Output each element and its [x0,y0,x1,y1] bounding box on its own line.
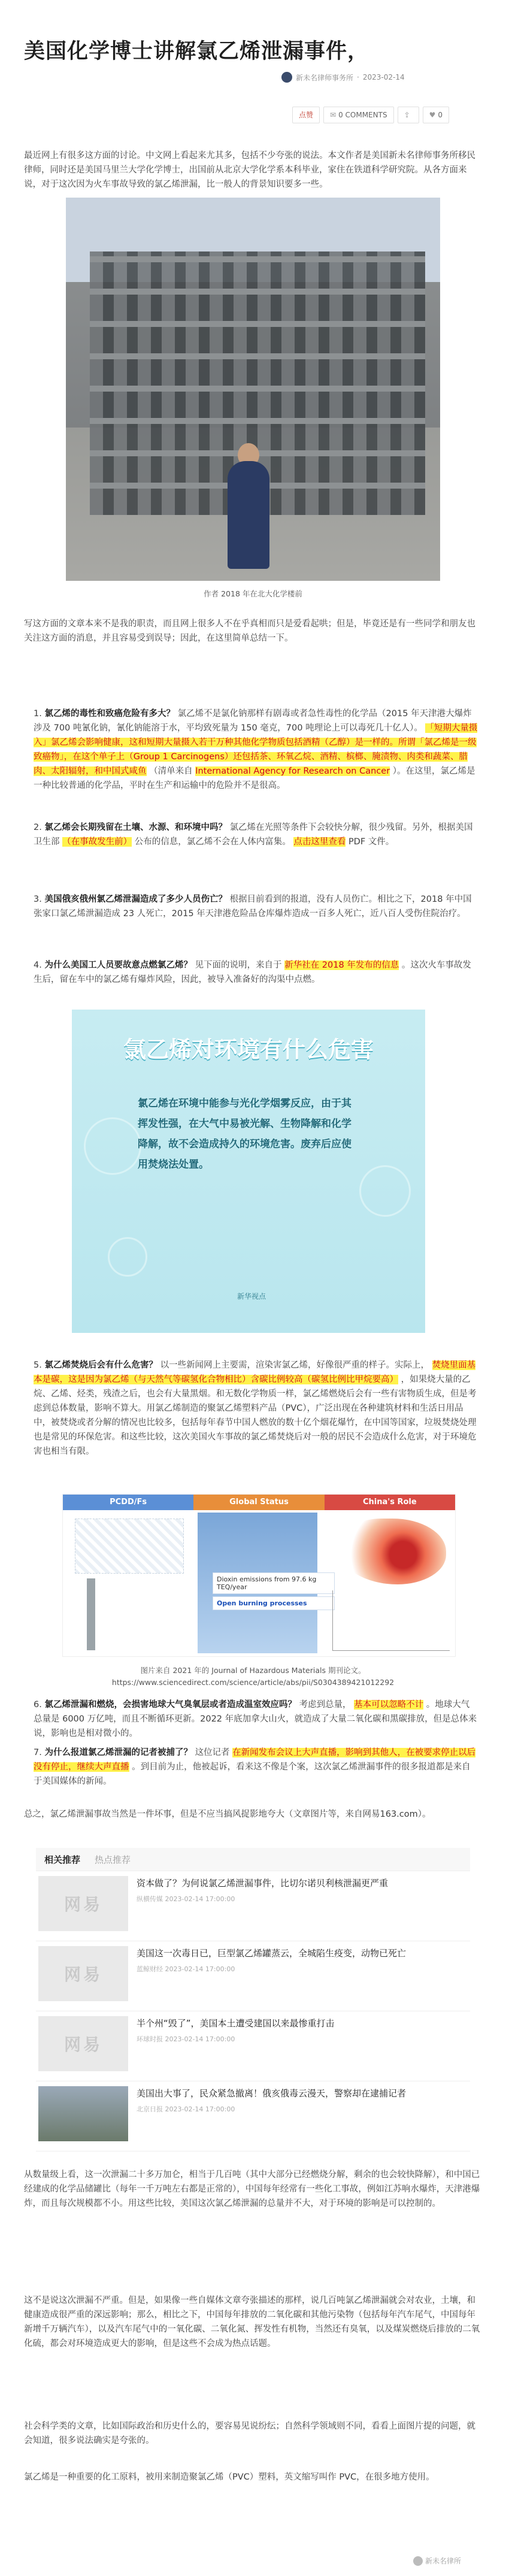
q4-question: 为什么美国工人员要故意点燃氯乙烯？ [44,960,192,970]
pdf-link[interactable]: 点击这里查看 [293,837,346,847]
q5-text-a: 以一些新闻网上主要需，渲染害氯乙烯，好像很严重的样子。实际上， [160,1360,430,1370]
info-poster [72,1010,425,1333]
q1-number: 1. [34,709,42,719]
q7-highlight: 在新闻发布会议上大声直播，影响到其他人，在被要求停止以后没有停止，继续大声直播 [34,1748,476,1772]
q3-number: 3. [34,895,42,904]
chimney-image [87,1578,95,1650]
q1-text-b: （清单来自 [149,766,193,776]
author-photo [66,198,440,581]
article-meta [281,72,497,83]
q4-text-a: 见下面的说明，来自于 [195,960,282,970]
related-item[interactable] [36,2011,470,2081]
poster-title: 氯乙烯对环境有什么危害 [123,1037,374,1063]
q5-text-b: ，如果烧大量的乙烷、乙烯、烃类，残渣之后，也会有大量黑烟。和无数化学物质一样，氯乙烯燃烧后会有一些有害物质生成，但是考虑到总体数量，影响不算大。用氯乙烯制造的聚氯乙烯塑料产品（PVC），广泛出现在各种建筑材料和生活日用品中，被焚烧或者分解的情况也比较多，包括每年春节中国人燃放的数十亿个烟花爆竹，在中国等国家，垃圾焚烧处理也是常见的环保危害。和这些比较，这次美国火车事故的氯乙烯焚烧后对一般的居民不会造成什么危害，对于环境危害也相当有限。 [34,1375,477,1456]
intro-paragraph: 最近网上有很多这方面的讨论。中文网上看起来尤其多，包括不少夸张的说法。本文作者是美国新未名律师事务所移民律师，同时还是美国马里兰大学化学博士，出国前从北京大学化学系本科毕业，家住在铁道科学研究院。从各方面来说，对于这次因为火车事故导致的氯乙烯泄漏，比一般人的背景知识要多一些。 [24,151,475,189]
related-thumbnail[interactable]: 网易 [38,1946,128,2001]
share-icon: ⇪ [404,111,410,119]
graphic-header-china: China's Role [325,1495,455,1510]
tab-hot[interactable]: 热点推荐 [95,1854,131,1865]
q3-text: 根据目前看到的报道，没有人员伤亡。相比之下，2018 年中国张家口氯乙烯泄漏造成 23 人死亡，2015 年天津港危险品仓库爆炸造成一百多人死亡，近八百人受伤住院治疗。 [34,895,472,919]
related-meta: 北京日报 2023-02-14 17:00:00 [137,2105,235,2113]
q4-text-b: 。这次火车事故发生后，留在车中的氯乙烯有爆炸风险，因此，被导入准备好的沟渠中点燃。 [34,960,471,984]
q7-text-a: 这位记者 [195,1748,230,1757]
q6-question: 氯乙烯泄漏和燃烧，会损害地球大气臭氧层或者造成温室效应吗？ [44,1700,296,1710]
related-title[interactable]: 资本做了？为何说氯乙烯泄漏事件，比切尔诺贝利核泄漏更严重 [137,1878,389,1889]
question-1 [34,707,478,793]
related-title[interactable]: 半个州“毁了”，美国本土遭受建国以来最惨重打击 [137,2018,335,2029]
q5-highlight: 焚烧里面基本是碳，这是因为氯乙烯（与天然气等碳氢化合物相比）含碳比例较高（碳氢比例比甲烷要高） [34,1360,476,1384]
question-5 [34,1358,478,1459]
summary-paragraph: 总之，氯乙烯泄漏事故当然是一件坏事，但是不应当搞风捉影地夸大（文章图片等，来自网易163.com）。 [24,1810,431,1819]
q2-text-a: 氯乙烯在光照等条件下会较快分解，很少残留。另外，根据美国卫生部 [34,823,473,847]
body-paragraph: 这不是说这次泄漏不严重。但是，如果像一些自媒体文章夸张描述的那样，说几百吨氯乙烯泄漏就会对农业，土壤，和健康造成很严重的深远影响；那么，相比之下，中国每年排放的二氧化碳和其他污染物（包括每年汽车尾气，中国每年新增千万辆汽车），以及汽车尾气中的一氧化碳、二氧化氮、挥发性有机物，当然还有臭氧，以及煤炭燃烧后排放的二氧化硫，都会对环境造成更大的影响，但是这些不会成为热点话题。 [24,2296,480,2348]
q1-question: 氯乙烯的毒性和致癌危险有多大？ [44,709,175,719]
q6-number: 6. [34,1700,42,1710]
related-section [36,1848,470,2151]
trend-chart [332,1590,450,1651]
photo-caption: 作者 2018 年在北大化学楼前 [204,589,302,598]
related-meta: 蓝鲸财经 2023-02-14 17:00:00 [137,1965,235,1973]
publish-date: 2023-02-14 [362,73,405,81]
related-thumbnail-image[interactable] [38,2086,128,2141]
poster-bulb-icon [359,1165,411,1217]
dioxin-emissions-box: Dioxin emissions from 97.6 kg TEQ/year [213,1572,335,1594]
body-paragraph: 社会科学类的文章，比如国际政治和历史什么的，要容易见说纷纭；自然科学领域则不同，看看上面图片提的问题，就会知道，很多说法确实是夸张的。 [24,2422,475,2445]
q5-question: 氯乙烯焚烧后会有什么危害？ [44,1360,157,1370]
china-map [338,1519,446,1584]
related-meta: 纵横传媒 2023-02-14 17:00:00 [137,1895,235,1903]
poster-bulb-icon [108,1237,147,1277]
q6-highlight: 基本可以忽略不计 [354,1700,424,1710]
related-title[interactable]: 美国出大事了，民众紧急撤离！俄亥俄毒云漫天，警察却在逮捕记者 [137,2088,407,2099]
share-button[interactable] [398,107,419,123]
graphic-header-global: Global Status [193,1495,324,1510]
q4-number: 4. [34,960,42,970]
related-meta: 环球时报 2023-02-14 17:00:00 [137,2035,235,2043]
open-burning-box: Open burning processes [213,1596,335,1610]
q1-text-a: 氯乙烯不是氯化钠那样有剧毒或者急性毒性的化学品（2015 年天津港大爆炸涉及 700 吨氰化钠，氰化钠能溶于水，平均致死量为 150 毫克，700 吨理论上可以毒死几十亿人）。 [34,709,472,733]
question-6 [34,1698,478,1741]
thumb-icon: ♥ [429,111,436,119]
q6-text-a: 考虑到总量， [299,1700,352,1710]
like-button[interactable]: 点赞 [292,107,320,123]
related-item[interactable] [36,1871,470,1941]
related-title[interactable]: 美国这一次毒日已，巨型氯乙烯罐蒸云，全城陷生疫变，动物已死亡 [137,1948,407,1959]
q2-text-c: PDF 文件。 [348,837,395,847]
q2-before-accident: （在事故发生前） [62,837,132,847]
q3-question: 美国俄亥俄州氯乙烯泄漏造成了多少人员伤亡？ [44,895,227,904]
q5-number: 5. [34,1360,42,1370]
poster-bulb-icon [84,1117,141,1175]
q7-number: 7. [34,1748,42,1757]
related-item[interactable] [36,1941,470,2011]
poster-body: 氯乙烯在环境中能参与光化学烟雾反应，由于其挥发性强，在大气中易被光解、生物降解和化学降解，故不会造成持久的环境危害。废弃后应使用焚烧法处置。 [138,1098,352,1171]
related-thumbnail[interactable]: 网易 [38,1876,128,1931]
q7-question: 为什么报道氯乙烯泄漏的记者被捕了？ [44,1748,192,1757]
comments-button[interactable]: ✉ 0 COMMENTS [323,107,394,123]
graphic-header [63,1495,455,1510]
meta-separator: · [357,73,359,81]
q1-text-c: ）。在这里，氯乙烯是一种比较普通的化学品，平时在生产和运输中的危险并不是很高。 [34,766,475,790]
q2-text-b: 公布的信息，氯乙烯不会在人体内富集。 [134,837,291,847]
poster-logo: 新华视点 [237,1292,266,1301]
question-3 [34,892,478,921]
research-graphic [62,1494,456,1657]
q2-number: 2. [34,823,42,832]
comment-icon: ✉ [330,111,337,119]
q2-question: 氯乙烯会长期残留在土壤、水源、和环境中吗？ [44,823,227,832]
photo-person [228,461,269,569]
watermark [413,2556,461,2566]
molecule-structures [75,1519,184,1574]
vote-button[interactable]: ♥ 0 [423,107,449,123]
iarc-link[interactable]: International Agency for Research on Cancer [195,766,390,776]
body-paragraph: 氯乙烯是一种重要的化工原料，被用来制造聚氯乙烯（PVC）塑料，英文缩写叫作 PVC，在很多地方使用。 [24,2472,435,2482]
question-2 [34,820,478,849]
tab-related[interactable]: 相关推荐 [44,1854,81,1865]
xinhua-link[interactable]: 新华社在 2018 年发布的信息 [284,960,399,970]
q6-text-b: 。地球大气总量是 6000 万亿吨，而且不断循环更新。2022 年底加拿大山火，就造成了大量二氧化碳和黑碳排放，但是总体来说，影响也是相对微小的。 [34,1700,477,1738]
question-4 [34,958,478,987]
graphic-header-pcdd: PCDD/Fs [63,1495,193,1510]
related-item[interactable] [36,2081,470,2151]
wechat-icon [413,2556,423,2566]
related-tabs [36,1848,470,1871]
body-paragraph: 从数量级上看，这一次泄漏二十多万加仑，相当于几百吨（其中大部分已经燃烧分解，剩余的也会较快降解），和中国已经建成的化学品储罐比（每年一千万吨左右都是正常的），中国每年经常有一些化工事故，例如江苏响水爆炸，天津港爆炸，而且每次规模都不小。用这些比较，美国这次氯乙烯泄漏的总量并不大，对于环境的影响是可以控制的。 [24,2170,480,2208]
article-actions [292,107,484,123]
author-name[interactable]: 新未名律师事务所 [296,73,354,82]
q7-text-b: 。到目前为止，他被起诉，看来这不像是个案，这次氯乙烯泄漏事件的很多报道都是来自于美国媒体的新闻。 [34,1762,471,1786]
article-title: 美国化学博士讲解氯乙烯泄漏事件， [24,40,369,63]
question-7 [34,1745,478,1789]
graphic-caption: 图片来自 2021 年的 Journal of Hazardous Materials 期刊论文。https://www.sciencedirect.com/science/article/abs/pii/S0304389421012292 [111,1666,395,1687]
q1-highlight: 「短期大量摄入」氯乙烯会影响健康，这和短期大量摄入若干万种其他化学物质包括酒精（乙醇）是一样的。所谓「氯乙烯是一级致癌物」，在这个单子上（Group 1 Carcinogens）还包括茶、环氧乙烷、酒精、槟榔、腌渍物、肉类和蔬菜、腊肉、太阳辐射，和中国式咸鱼 [34,723,478,776]
watermark-text: 新未名律所 [425,2557,462,2565]
related-thumbnail[interactable]: 网易 [38,2016,128,2071]
author-avatar[interactable] [281,72,292,83]
description-paragraph: 写这方面的文章本来不是我的职责，而且网上很多人不在乎真相而只是爱看起哄；但是，毕竟还是有一些同学和朋友也关注这方面的消息，并且容易受到误导；因此，在这里简单总结一下。 [24,619,475,643]
